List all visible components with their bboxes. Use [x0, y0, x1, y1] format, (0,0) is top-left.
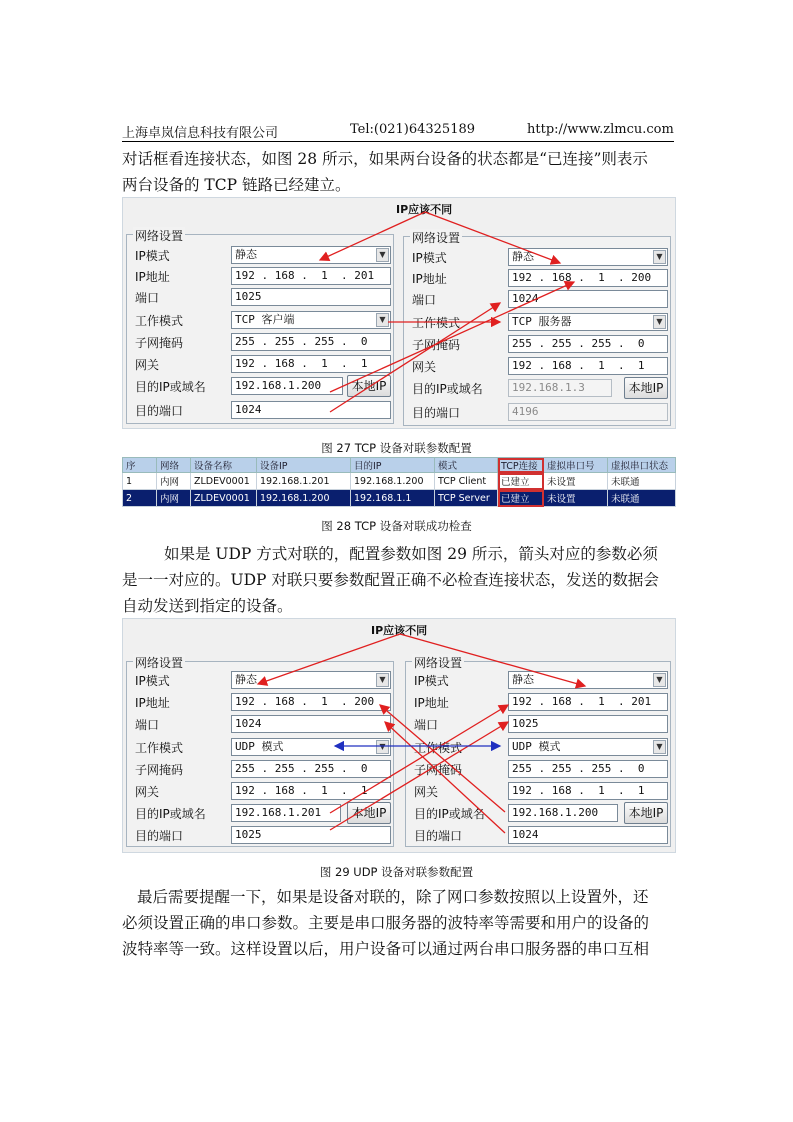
dest-port-row	[414, 826, 668, 844]
ip-mode-row	[414, 671, 668, 689]
port-field[interactable]: 1024	[508, 290, 668, 308]
subnet-mask-label: 子网掩码	[414, 763, 463, 777]
cell-mode: TCP Server	[435, 490, 498, 507]
fig29-right-network-settings	[405, 656, 671, 847]
fig27-right-network-settings	[403, 231, 671, 426]
gateway-field[interactable]: 192 . 168 . 1 . 1	[231, 782, 391, 800]
subnet-mask-row	[135, 333, 391, 351]
page-header	[122, 122, 674, 142]
ip-address-row	[414, 693, 668, 711]
dest-ip-field[interactable]: 192.168.1.200	[231, 377, 343, 395]
port-row	[135, 715, 391, 733]
cell-virtual-port: 未设置	[544, 490, 608, 507]
device-status-table	[122, 457, 676, 507]
ip-mode-row	[412, 248, 668, 266]
table-row[interactable]	[123, 490, 676, 507]
port-field[interactable]: 1025	[508, 715, 668, 733]
dest-ip-row	[414, 804, 668, 822]
ip-address-label: IP地址	[412, 272, 447, 286]
dest-port-row	[135, 826, 391, 844]
subnet-mask-field[interactable]: 255 . 255 . 255 . 0	[508, 335, 668, 353]
work-mode-row	[135, 311, 391, 329]
dest-ip-row	[135, 377, 391, 395]
dest-port-label: 目的端口	[414, 829, 463, 843]
udp-paragraph	[122, 541, 674, 619]
subnet-mask-label: 子网掩码	[135, 336, 184, 350]
dest-port-label: 目的端口	[135, 404, 184, 418]
cell-virtual-port: 未设置	[544, 473, 608, 490]
cell-device-ip: 192.168.1.200	[257, 490, 351, 507]
dest-ip-field[interactable]: 192.168.1.201	[231, 804, 341, 822]
port-label: 端口	[412, 293, 437, 307]
ip-address-field[interactable]: 192 . 168 . 1 . 200	[231, 693, 391, 711]
subnet-mask-field[interactable]: 255 . 255 . 255 . 0	[508, 760, 668, 778]
group-title: 网络设置	[135, 656, 184, 670]
work-mode-label: 工作模式	[414, 741, 463, 755]
work-mode-label: 工作模式	[135, 314, 184, 328]
figure-29-udp-config	[122, 618, 676, 853]
subnet-mask-field[interactable]: 255 . 255 . 255 . 0	[231, 760, 391, 778]
figure-28-caption: 图 28 TCP 设备对联成功检查	[321, 519, 472, 533]
port-label: 端口	[135, 718, 160, 732]
dest-ip-label: 目的IP或域名	[414, 807, 485, 821]
ip-mode-row	[135, 671, 391, 689]
gateway-row	[135, 782, 391, 800]
ip-address-field[interactable]: 192 . 168 . 1 . 200	[508, 269, 668, 287]
gateway-field[interactable]: 192 . 168 . 1 . 1	[231, 355, 391, 373]
local-ip-button[interactable]: 本地IP	[624, 802, 668, 824]
company-name: 上海卓岚信息科技有限公司	[122, 126, 279, 141]
ip-mode-select[interactable]: 静态 ▼	[508, 248, 668, 266]
work-mode-select[interactable]: TCP 客户端 ▼	[231, 311, 391, 329]
chevron-down-icon[interactable]: ▼	[653, 315, 666, 329]
work-mode-select[interactable]: UDP 模式 ▼	[508, 738, 668, 756]
fig27-left-network-settings	[126, 229, 394, 424]
port-label: 端口	[135, 291, 160, 305]
udp-line-1: 如果是 UDP 方式对联的，配置参数如图 29 所示，箭头对应的参数必须	[164, 545, 658, 563]
ip-mode-select[interactable]: 静态 ▼	[508, 671, 668, 689]
gateway-field[interactable]: 192 . 168 . 1 . 1	[508, 357, 668, 375]
figure-29-caption: 图 29 UDP 设备对联参数配置	[319, 865, 474, 879]
figure-27-caption: 图 27 TCP 设备对联参数配置	[321, 441, 472, 455]
subnet-mask-label: 子网掩码	[412, 338, 461, 352]
group-title: 网络设置	[135, 229, 184, 243]
dest-ip-label: 目的IP或域名	[135, 807, 206, 821]
fig29-arrow-label: IP应该不同	[371, 624, 428, 637]
dest-port-label: 目的端口	[412, 406, 461, 420]
work-mode-row	[414, 738, 668, 756]
dest-port-row	[135, 401, 391, 419]
final-line-1: 最后需要提醒一下，如果是设备对联的，除了网口参数按照以上设置外，还	[137, 888, 649, 906]
chevron-down-icon[interactable]: ▼	[376, 740, 389, 754]
dest-port-field[interactable]: 1024	[231, 401, 391, 419]
local-ip-button[interactable]: 本地IP	[347, 375, 391, 397]
cell-index: 2	[123, 490, 157, 507]
dest-port-field[interactable]: 1025	[231, 826, 391, 844]
col-header-dest-ip[interactable]: 目的IP	[351, 458, 435, 473]
chevron-down-icon[interactable]: ▼	[376, 313, 389, 327]
gateway-field[interactable]: 192 . 168 . 1 . 1	[508, 782, 668, 800]
ip-address-field[interactable]: 192 . 168 . 1 . 201	[231, 267, 391, 285]
gateway-label: 网关	[414, 785, 439, 799]
ip-address-label: IP地址	[414, 696, 449, 710]
ip-address-label: IP地址	[135, 696, 170, 710]
col-header-index[interactable]: 序	[123, 458, 157, 473]
work-mode-select[interactable]: UDP 模式 ▼	[231, 738, 391, 756]
cell-tcp-connection: 已建立	[498, 473, 544, 490]
work-mode-select[interactable]: TCP 服务器 ▼	[508, 313, 668, 331]
intro-paragraph	[122, 146, 674, 198]
gateway-label: 网关	[135, 785, 160, 799]
cell-index: 1	[123, 473, 157, 490]
final-line-3: 波特率等一致。这样设置以后，用户设备可以通过两台串口服务器的串口互相	[122, 940, 650, 958]
cell-dest-ip: 192.168.1.200	[351, 473, 435, 490]
subnet-mask-row	[414, 760, 668, 778]
dest-ip-field[interactable]: 192.168.1.3	[508, 379, 612, 397]
table-header-row	[123, 458, 676, 473]
port-field[interactable]: 1024	[231, 715, 391, 733]
ip-address-row	[412, 269, 668, 287]
work-mode-row	[412, 313, 668, 331]
website-url: http://www.zlmcu.com	[527, 122, 674, 137]
chevron-down-icon[interactable]: ▼	[653, 250, 666, 264]
subnet-mask-field[interactable]: 255 . 255 . 255 . 0	[231, 333, 391, 351]
subnet-mask-row	[412, 335, 668, 353]
gateway-row	[412, 357, 668, 375]
final-paragraph	[122, 884, 674, 962]
ip-address-label: IP地址	[135, 270, 170, 284]
header-rule	[122, 141, 674, 142]
chevron-down-icon[interactable]: ▼	[653, 673, 666, 687]
dest-port-field[interactable]: 1024	[508, 826, 668, 844]
work-mode-row	[135, 738, 391, 756]
figure-27-tcp-config	[122, 197, 676, 429]
dest-ip-label: 目的IP或域名	[412, 382, 483, 396]
col-header-virtual-port[interactable]: 虚拟串口号	[544, 458, 608, 473]
subnet-mask-label: 子网掩码	[135, 763, 184, 777]
cell-device-name: ZLDEV0001	[191, 490, 257, 507]
group-title: 网络设置	[414, 656, 463, 670]
udp-line-2: 是一一对应的。UDP 对联只要参数配置正确不必检查连接状态，发送的数据会	[122, 571, 659, 589]
table-row[interactable]	[123, 473, 676, 490]
chevron-down-icon[interactable]: ▼	[653, 740, 666, 754]
port-label: 端口	[414, 718, 439, 732]
cell-tcp-connection: 已建立	[498, 490, 544, 507]
gateway-label: 网关	[135, 358, 160, 372]
work-mode-label: 工作模式	[412, 316, 461, 330]
gateway-label: 网关	[412, 360, 437, 374]
port-row	[414, 715, 668, 733]
dest-ip-label: 目的IP或域名	[135, 380, 206, 394]
cell-virtual-port-status: 未联通	[608, 490, 676, 507]
cell-mode: TCP Client	[435, 473, 498, 490]
local-ip-button[interactable]: 本地IP	[624, 377, 668, 399]
cell-dest-ip: 192.168.1.1	[351, 490, 435, 507]
local-ip-button[interactable]: 本地IP	[347, 802, 391, 824]
dest-ip-row	[412, 379, 668, 397]
ip-mode-select[interactable]: 静态 ▼	[231, 671, 391, 689]
col-header-network[interactable]: 网络	[157, 458, 191, 473]
intro-line-2: 两台设备的 TCP 链路已经建立。	[122, 176, 351, 194]
gateway-row	[414, 782, 668, 800]
dest-port-field[interactable]: 4196	[508, 403, 668, 421]
ip-mode-select[interactable]: 静态 ▼	[231, 246, 391, 264]
final-line-2: 必须设置正确的串口参数。主要是串口服务器的波特率等需要和用户的设备的	[122, 914, 650, 932]
col-header-device-ip[interactable]: 设备IP	[257, 458, 351, 473]
chevron-down-icon[interactable]: ▼	[376, 248, 389, 262]
cell-network: 内网	[157, 490, 191, 507]
ip-mode-label: IP模式	[135, 249, 170, 263]
telephone: Tel:(021)64325189	[350, 122, 476, 137]
dest-ip-row	[135, 804, 391, 822]
work-mode-label: 工作模式	[135, 741, 184, 755]
fig29-left-network-settings	[126, 656, 394, 847]
intro-line-1: 对话框看连接状态，如图 28 所示，如果两台设备的状态都是“已连接”则表示	[122, 150, 648, 168]
col-header-mode[interactable]: 模式	[435, 458, 498, 473]
dest-port-row	[412, 403, 668, 421]
dest-port-label: 目的端口	[135, 829, 184, 843]
cell-network: 内网	[157, 473, 191, 490]
col-header-virtual-port-status[interactable]: 虚拟串口状态	[608, 458, 676, 473]
port-row	[412, 290, 668, 308]
col-header-tcp-connection[interactable]: TCP连接	[498, 458, 544, 473]
cell-device-ip: 192.168.1.201	[257, 473, 351, 490]
subnet-mask-row	[135, 760, 391, 778]
dest-ip-field[interactable]: 192.168.1.200	[508, 804, 618, 822]
cell-device-name: ZLDEV0001	[191, 473, 257, 490]
col-header-device-name[interactable]: 设备名称	[191, 458, 257, 473]
gateway-row	[135, 355, 391, 373]
fig27-arrow-label: IP应该不同	[396, 203, 453, 216]
ip-mode-label: IP模式	[414, 674, 449, 688]
port-field[interactable]: 1025	[231, 288, 391, 306]
group-title: 网络设置	[412, 231, 461, 245]
udp-line-3: 自动发送到指定的设备。	[122, 597, 293, 615]
cell-virtual-port-status: 未联通	[608, 473, 676, 490]
ip-address-field[interactable]: 192 . 168 . 1 . 201	[508, 693, 668, 711]
ip-address-row	[135, 693, 391, 711]
chevron-down-icon[interactable]: ▼	[376, 673, 389, 687]
ip-mode-row	[135, 246, 391, 264]
port-row	[135, 288, 391, 306]
ip-mode-label: IP模式	[135, 674, 170, 688]
ip-mode-label: IP模式	[412, 251, 447, 265]
ip-address-row	[135, 267, 391, 285]
